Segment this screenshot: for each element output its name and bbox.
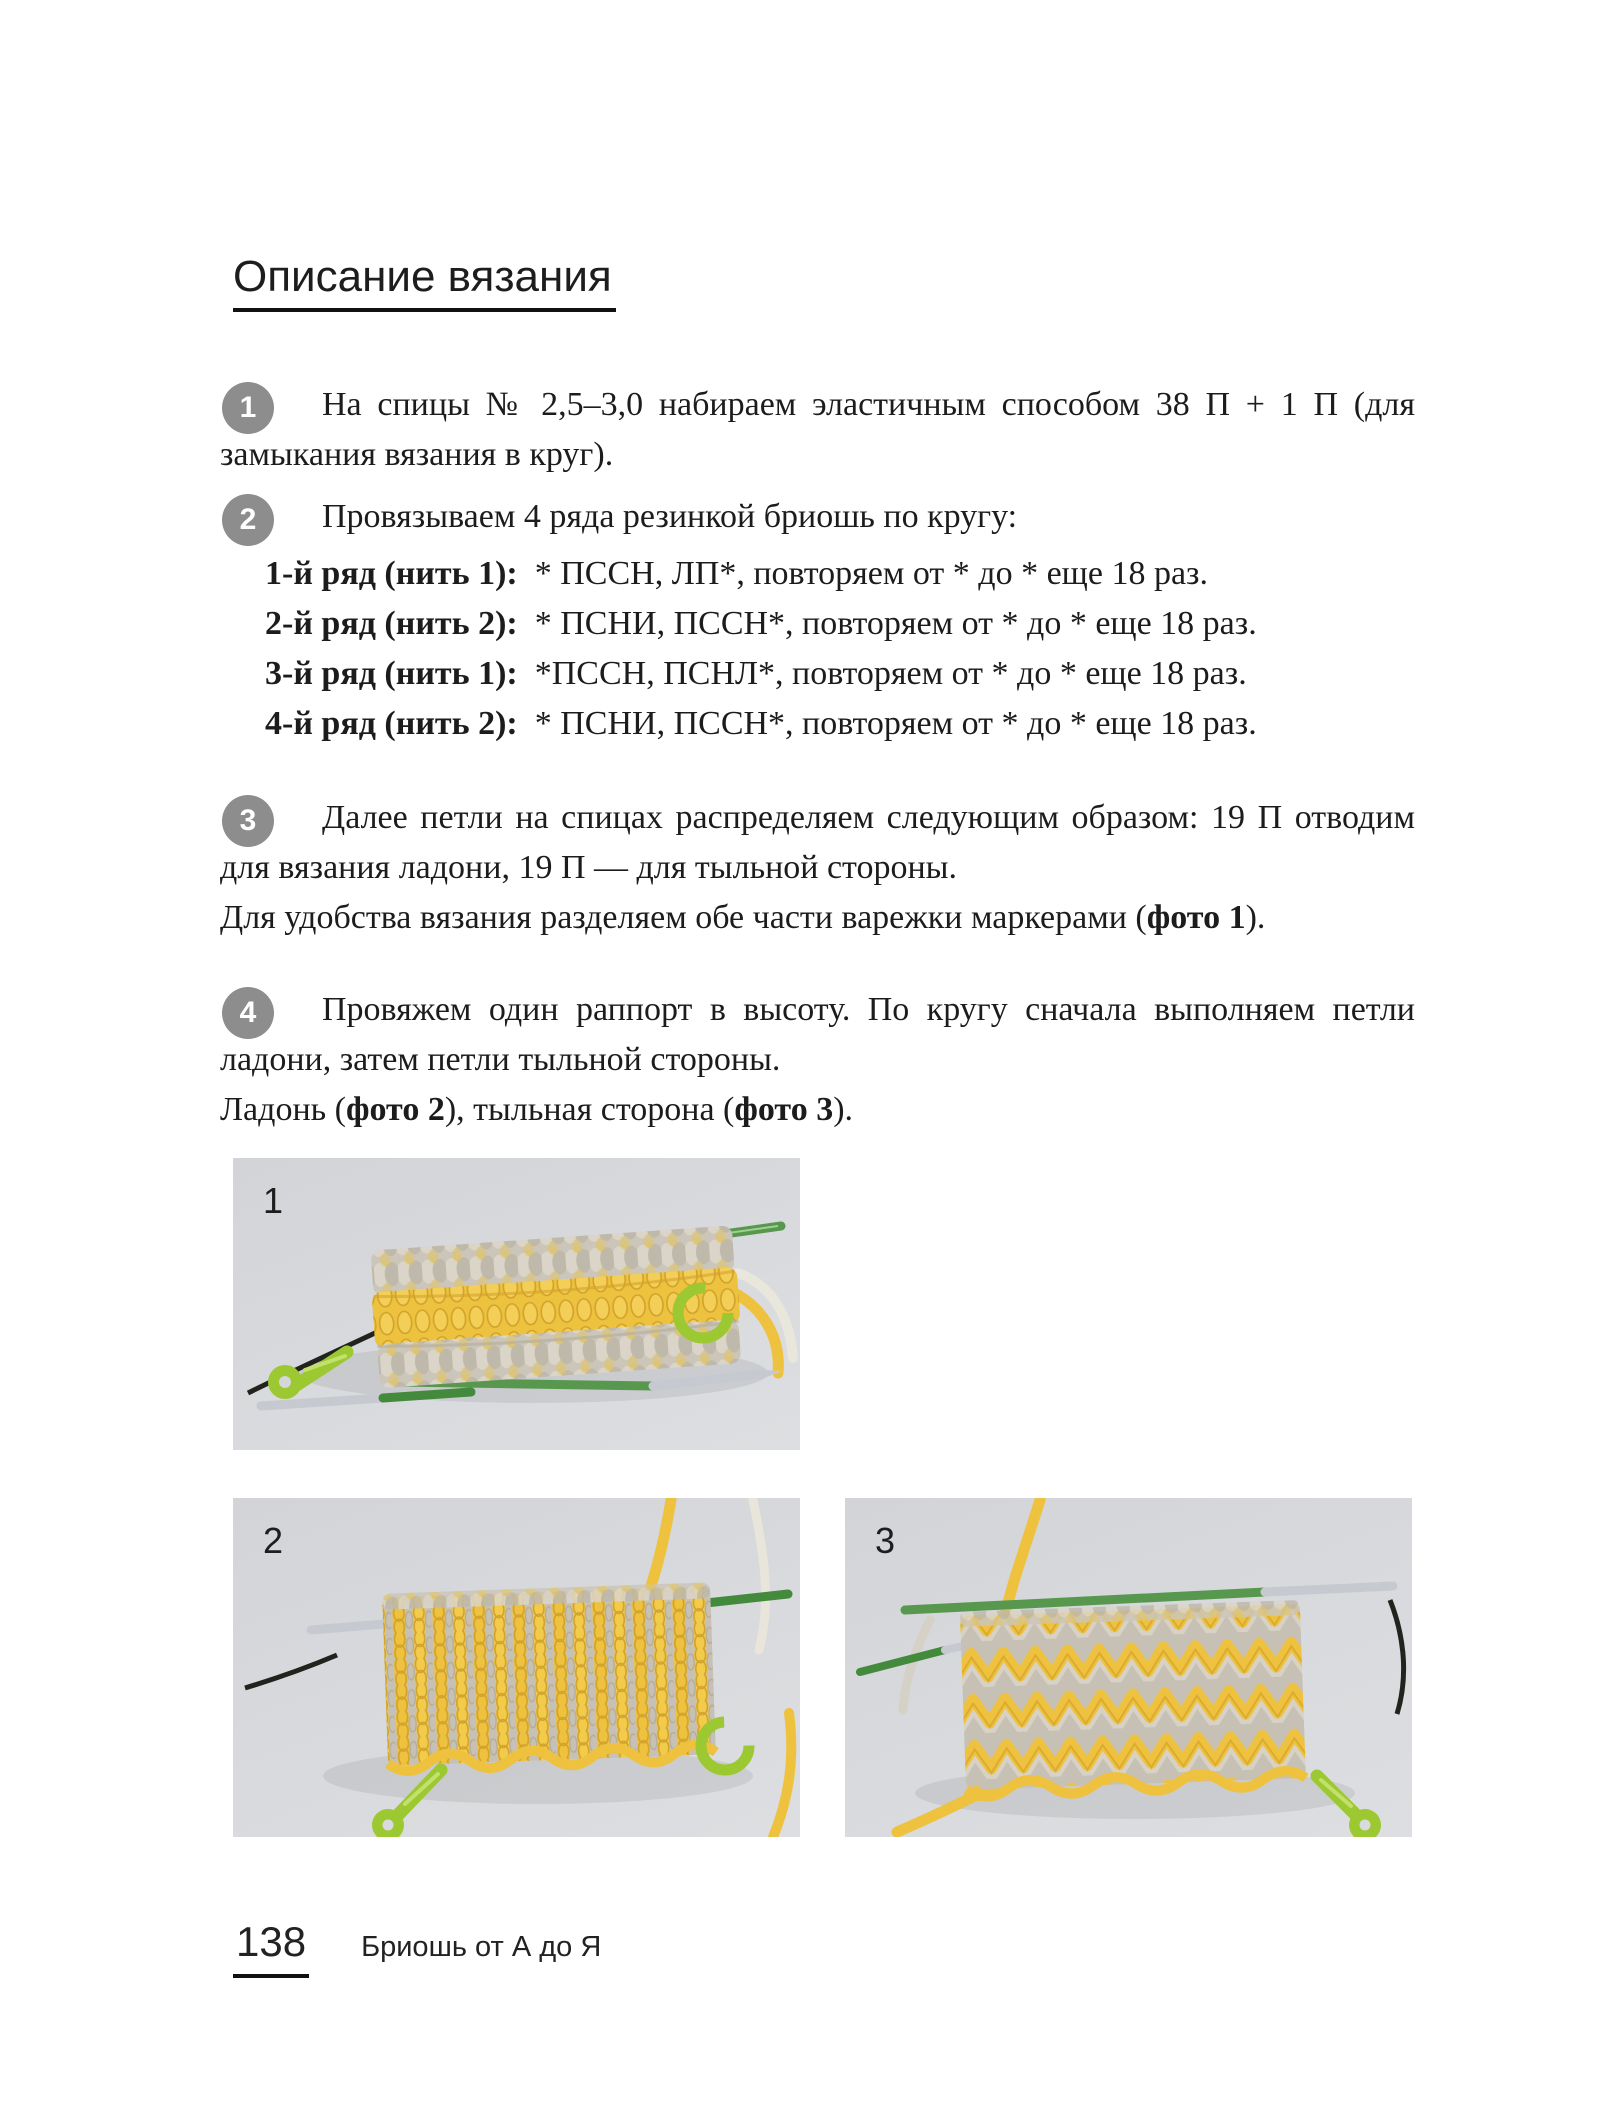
footer-page-number: 138: [233, 1918, 309, 1978]
needle-cable-wire: [1390, 1600, 1404, 1714]
page-footer: [233, 1918, 601, 1978]
knitting-swatch-rib: [382, 1582, 716, 1771]
step-4-note-text: Ладонь (: [220, 1091, 346, 1128]
footer-book-title: Бриошь от А до Я: [361, 1931, 602, 1963]
step-3-note-text: Для удобства вязания разделяем обе части варежки маркерами (: [220, 899, 1147, 936]
safety-pin-marker: [1317, 1776, 1381, 1837]
step-1: [220, 380, 1415, 480]
step-3: [220, 793, 1415, 943]
knitting-swatch: [369, 1225, 744, 1388]
step-2-intro: Провязываем 4 ряда резинкой бриошь по кругу:: [322, 498, 1018, 535]
step-3-note: [220, 893, 1415, 943]
step-3-note-end: ).: [1245, 899, 1266, 936]
step-4-badge: 4: [222, 987, 274, 1039]
row-4-label: 4-й ряд (нить 2):: [265, 705, 518, 742]
step-2-badge: 2: [222, 494, 274, 546]
photo-3: [845, 1498, 1412, 1837]
photo-1: [233, 1158, 800, 1450]
row-instruction-4: [265, 699, 1415, 749]
step-4-note-mid: ), тыльная сторона (: [444, 1091, 735, 1128]
photo-3-illustration: [845, 1498, 1412, 1837]
row-instructions-list: [220, 549, 1415, 749]
photo-2-illustration: [233, 1498, 800, 1837]
row-instruction-3: [265, 649, 1415, 699]
step-4-note: [220, 1085, 1415, 1135]
step-3-badge: 3: [222, 795, 274, 847]
step-4: [220, 985, 1415, 1135]
row-1-label: 1-й ряд (нить 1):: [265, 555, 518, 592]
row-2-label: 2-й ряд (нить 2):: [265, 605, 518, 642]
photo-2-label: 2: [263, 1520, 284, 1561]
needle-cable-wire: [245, 1655, 337, 1688]
row-3-text: *ПССН, ПСНЛ*, повторяем от * до * еще 18 раз.: [534, 655, 1247, 692]
photo-1-illustration: [233, 1158, 800, 1450]
row-4-text: * ПСНИ, ПССН*, повторяем от * до * еще 18 раз.: [534, 705, 1257, 742]
knitting-swatch-chevron: [960, 1600, 1306, 1797]
row-2-text: * ПСНИ, ПССН*, повторяем от * до * еще 18 раз.: [534, 605, 1257, 642]
step-4-note-end: ).: [833, 1091, 854, 1128]
step-3-text: Далее петли на спицах распределяем следующим образом: 19 П отводим для вязания ладони, 19 П — для тыльной стороны.: [220, 799, 1415, 886]
step-4-text: Провяжем один раппорт в высоту. По кругу сначала выполняем петли ладони, затем петли тыльной стороны.: [220, 991, 1415, 1078]
photo-2-reference: фото 2: [345, 1091, 445, 1128]
row-instruction-1: [265, 549, 1415, 599]
row-1-text: * ПССН, ЛП*, повторяем от * до * еще 18 раз.: [534, 555, 1208, 592]
photo-1-reference: фото 1: [1146, 899, 1246, 936]
step-2: [220, 492, 1415, 749]
row-instruction-2: [265, 599, 1415, 649]
photo-3-reference: фото 3: [734, 1091, 834, 1128]
page-title: Описание вязания: [233, 252, 616, 312]
photo-3-label: 3: [875, 1520, 896, 1561]
photo-2: [233, 1498, 800, 1837]
photo-1-label: 1: [263, 1180, 284, 1221]
step-1-badge: 1: [222, 382, 274, 434]
step-1-text: На спицы № 2,5–3,0 набираем эластичным способом 38 П + 1 П (для замыкания вязания в круг).: [220, 386, 1415, 473]
row-3-label: 3-й ряд (нить 1):: [265, 655, 518, 692]
